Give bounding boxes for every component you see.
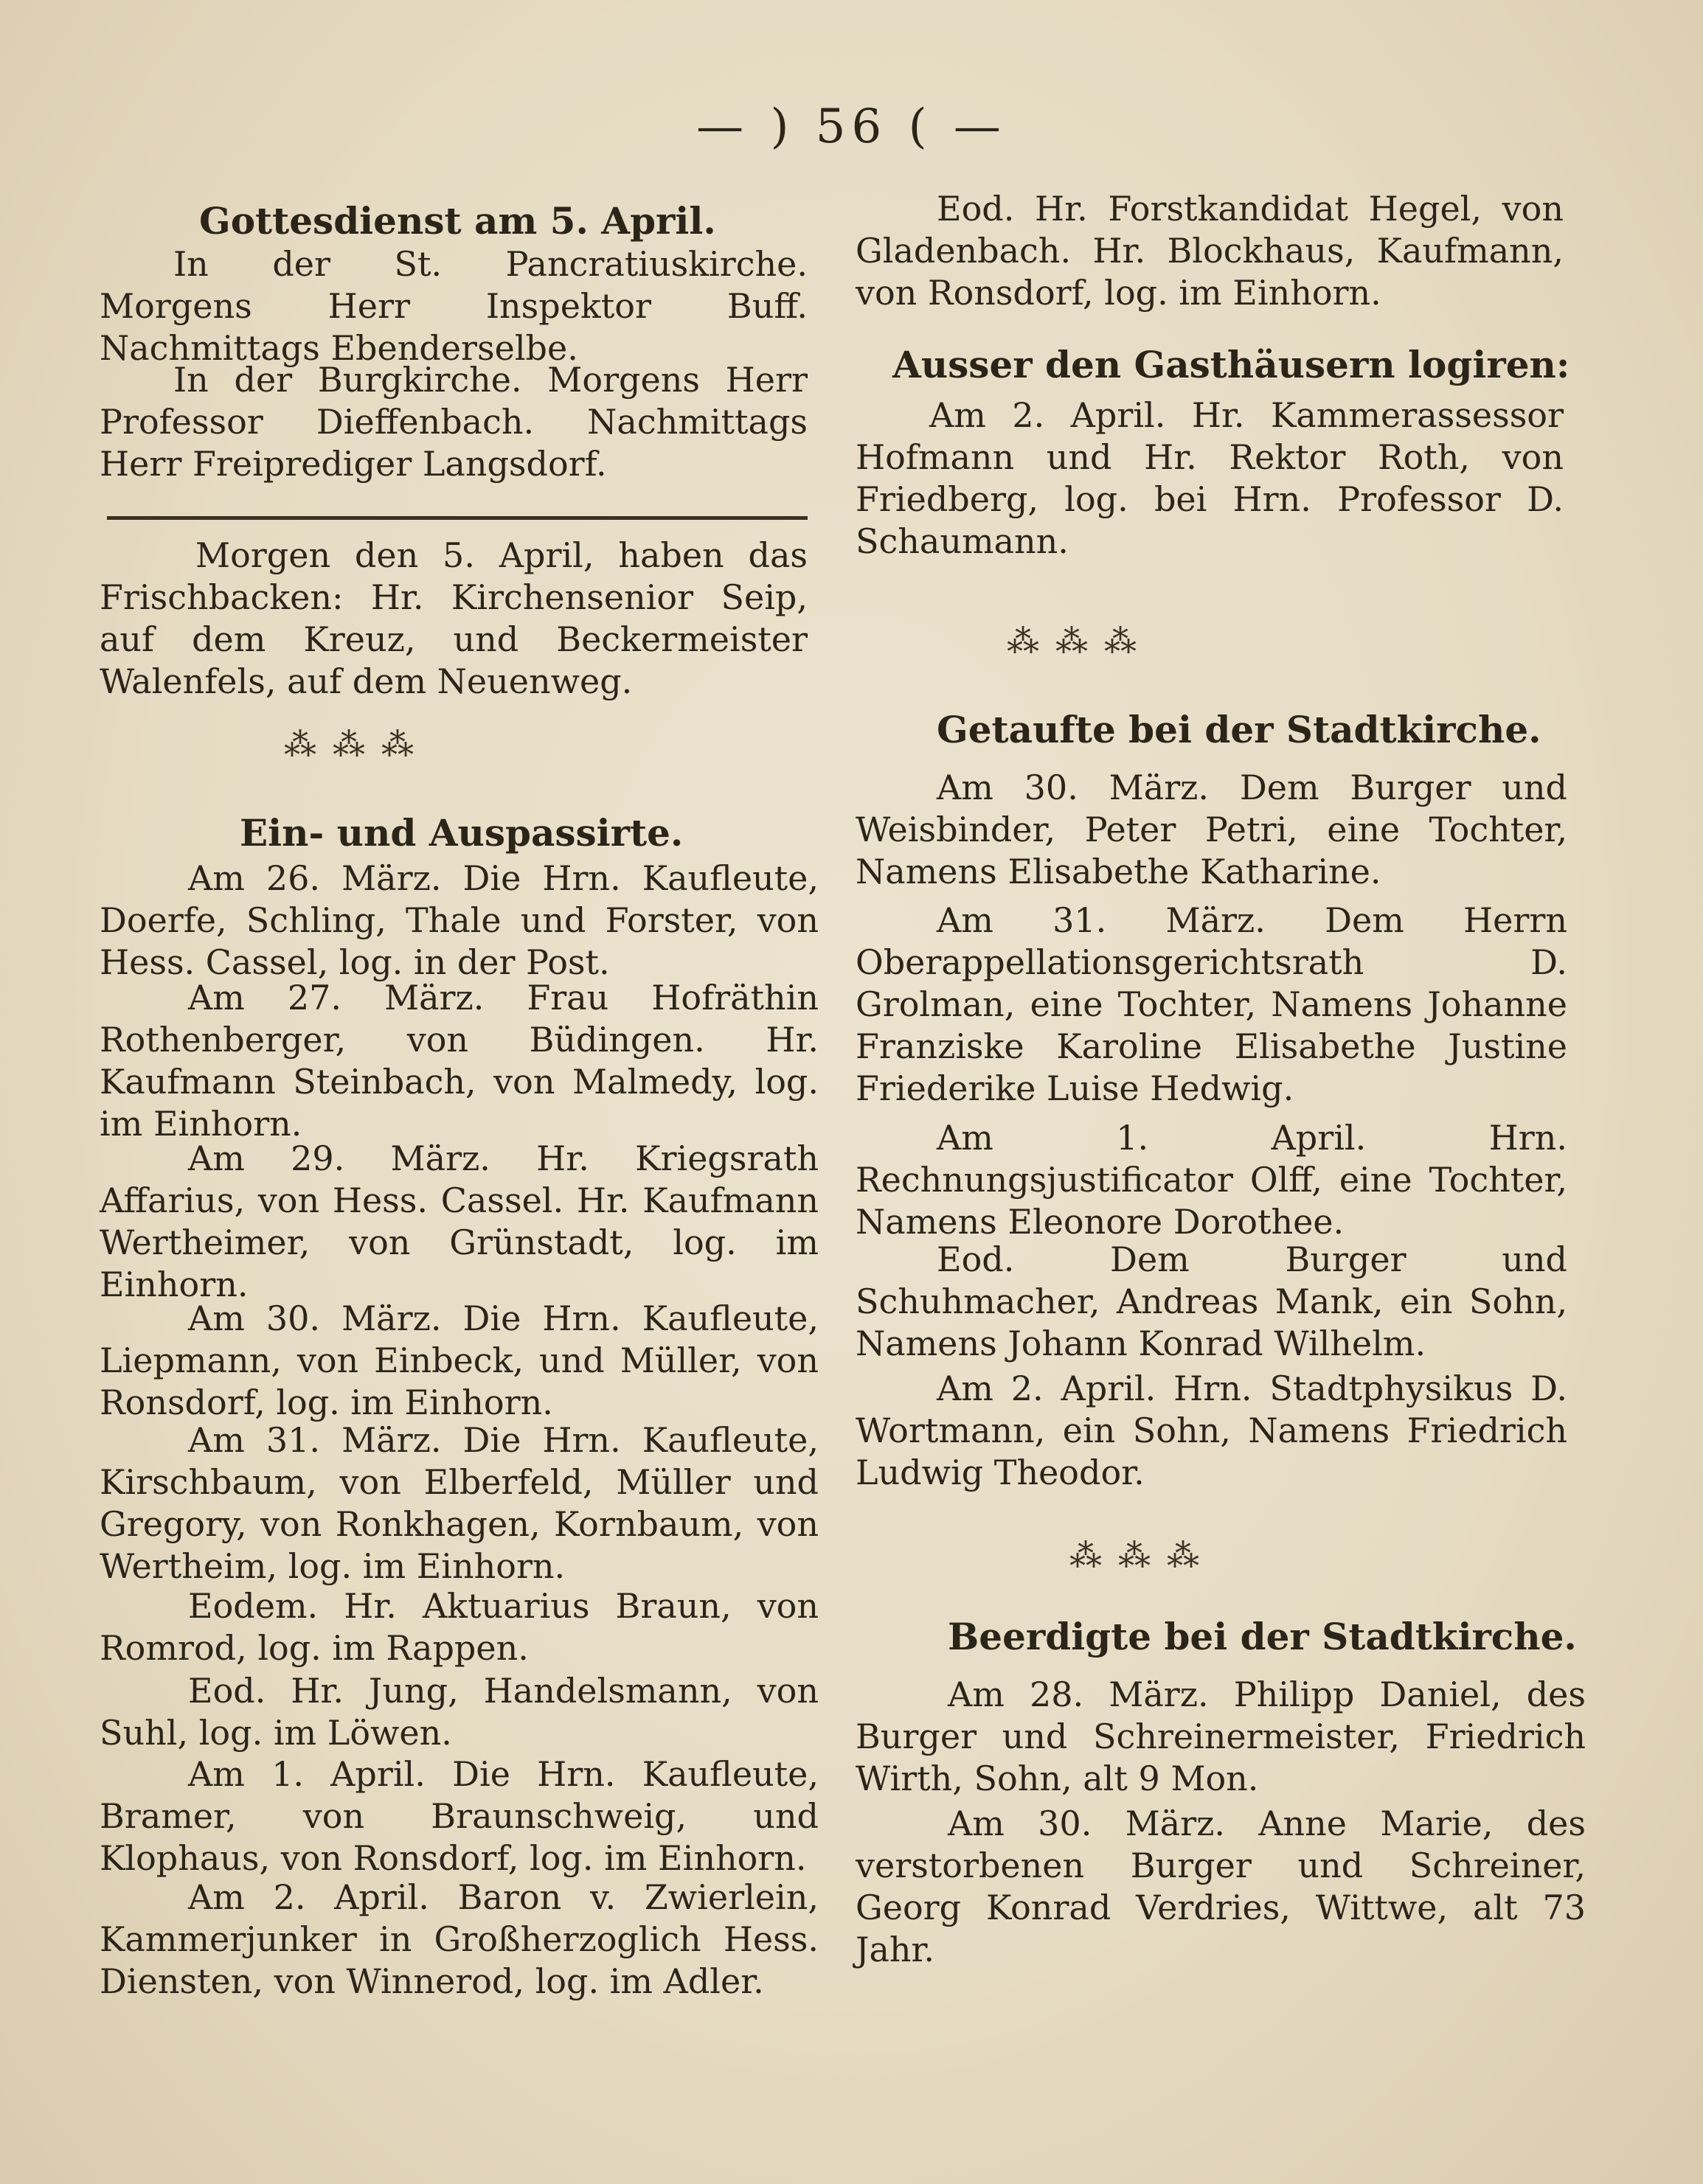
page-number: — ) 56 ( — bbox=[696, 100, 1007, 154]
gottesdienst-heading: Gottesdienst am 5. April. bbox=[199, 199, 716, 243]
beerdigte-entry: Am 30. März. Anne Marie, des verstorbenen Burger und Schreiner, Georg Konrad Verdries, Wittwe, alt 73 Jahr. bbox=[856, 1804, 1586, 1969]
gasthaeuser-heading: Ausser den Gasthäusern logiren: bbox=[892, 343, 1570, 386]
passirte-entry: Am 27. März. Frau Hofräthin Rothenberger, von Büdingen. Hr. Kaufmann Steinbach, von Malmedy, log. im Einhorn. bbox=[100, 978, 819, 1144]
passirte-heading: Ein- und Auspassirte. bbox=[240, 811, 684, 855]
passirte-entry: Am 1. April. Die Hrn. Kaufleute, Bramer, von Braunschweig, und Klophaus, von Ronsdorf, log. im Einhorn. bbox=[100, 1754, 819, 1878]
passirte-entry: Am 30. März. Die Hrn. Kaufleute, Liepmann, von Einbeck, und Müller, von Ronsdorf, log. im Einhorn. bbox=[100, 1298, 819, 1422]
getaufte-entry: Am 30. März. Dem Burger und Weisbinder, Peter Petri, eine Tochter, Namens Elisabethe Katharine. bbox=[856, 768, 1567, 891]
gottesdienst-paragraph: In der Burgkirche. Morgens Herr Professor Dieffenbach. Nachmittags Herr Freiprediger Langsdorf. bbox=[100, 360, 808, 484]
ornament-asterism: ⁂ ⁂ ⁂ bbox=[1007, 623, 1140, 661]
frischbacken-notice: Morgen den 5. April, haben das Frischbacken: Hr. Kirchensenior Seip, auf dem Kreuz, und Beckermeister Walenfels, auf dem Neuenweg. bbox=[100, 535, 808, 701]
passirte-entry: Am 29. März. Hr. Kriegsrath Affarius, von Hess. Cassel. Hr. Kaufmann Wertheimer, von Grünstadt, log. im Einhorn. bbox=[100, 1138, 819, 1304]
passirte-entry: Am 2. April. Baron v. Zwierlein, Kammerjunker in Großherzoglich Hess. Diensten, von Winnerod, log. im Adler. bbox=[100, 1877, 819, 2001]
divider-rule bbox=[107, 516, 808, 520]
ornament-asterism: ⁂ ⁂ ⁂ bbox=[1069, 1537, 1202, 1575]
passirte-entry: Am 31. März. Die Hrn. Kaufleute, Kirschbaum, von Elberfeld, Müller und Gregory, von Ronkhagen, Kornbaum, von Wertheim, log. im Einhorn. bbox=[100, 1420, 819, 1586]
continuation-entry: Eod. Hr. Forstkandidat Hegel, von Gladenbach. Hr. Blockhaus, Kaufmann, von Ronsdorf, log. im Einhorn. bbox=[856, 189, 1564, 313]
passirte-entry: Eodem. Hr. Aktuarius Braun, von Romrod, log. im Rappen. bbox=[100, 1586, 819, 1668]
passirte-entry: Am 26. März. Die Hrn. Kaufleute, Doerfe, Schling, Thale und Forster, von Hess. Cassel, log. in der Post. bbox=[100, 858, 819, 982]
getaufte-entry: Eod. Dem Burger und Schuhmacher, Andreas Mank, ein Sohn, Namens Johann Konrad Wilhelm. bbox=[856, 1239, 1567, 1363]
getaufte-entry: Am 1. April. Hrn. Rechnungsjustificator Olff, eine Tochter, Namens Eleonore Dorothee. bbox=[856, 1118, 1567, 1242]
getaufte-entry: Am 31. März. Dem Herrn Oberappellationsgerichtsrath D. Grolman, eine Tochter, Namens Johanne Franziske Karoline Elisabethe Justine Friederike Luise Hedwig. bbox=[856, 900, 1567, 1108]
beerdigte-entry: Am 28. März. Philipp Daniel, des Burger und Schreinermeister, Friedrich Wirth, Sohn, alt 9 Mon. bbox=[856, 1674, 1586, 1798]
gottesdienst-paragraph: In der St. Pancratiuskirche. Morgens Herr Inspektor Buff. Nachmittags Ebenderselbe. bbox=[100, 244, 808, 368]
getaufte-entry: Am 2. April. Hrn. Stadtphysikus D. Wortmann, ein Sohn, Namens Friedrich Ludwig Theodor. bbox=[856, 1369, 1567, 1492]
getaufte-heading: Getaufte bei der Stadtkirche. bbox=[937, 708, 1541, 751]
passirte-entry: Eod. Hr. Jung, Handelsmann, von Suhl, log. im Löwen. bbox=[100, 1671, 819, 1753]
ornament-asterism: ⁂ ⁂ ⁂ bbox=[284, 726, 417, 764]
beerdigte-heading: Beerdigte bei der Stadtkirche. bbox=[948, 1615, 1577, 1658]
gasthaeuser-entry: Am 2. April. Hr. Kammerassessor Hofmann und Hr. Rektor Roth, von Friedberg, log. bei Hrn. Professor D. Schaumann. bbox=[856, 395, 1564, 561]
